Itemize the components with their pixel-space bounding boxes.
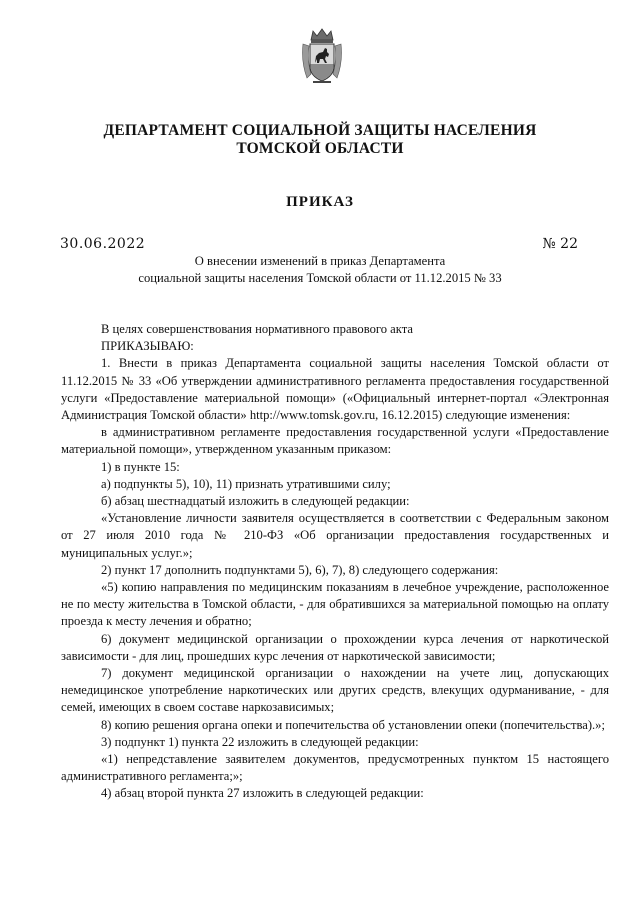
paragraph: 7) документ медицинской организации о нахождении на учете лиц, допускающих немедицинское употребление наркотических или других средств, влекущих одурманивание, - для семей, имеющих в своем составе наркозависимых; (61, 666, 609, 715)
paragraph: б) абзац шестнадцатый изложить в следующей редакции: (101, 494, 410, 509)
paragraph: в административном регламенте предоставления государственной услуги «Предоставление материальной помощи», утвержденном указанным приказом: (61, 425, 609, 457)
subject-line1: О внесении изменений в приказ Департамента (194, 254, 446, 268)
document-subject (0, 253, 640, 287)
paragraph: «1) непредставление заявителем документов, предусмотренных пунктом 15 настоящего административного регламента;»; (61, 752, 609, 784)
paragraph: 1. Внести в приказ Департамента социальной защиты населения Томской области от 11.12.2015 № 33 «Об утверждении административного регламента предоставления государственной услуги «Предоставление материальной помощи» («Официальный интернет-портал «Электронная Администрация Томской области» http://www.tomsk.gov.ru, 16.12.2015) следующие изменения: (61, 356, 609, 423)
paragraph: «Установление личности заявителя осуществляется в соответствии с Федеральным законом от 27 июля 2010 года № 210-ФЗ «Об организации предоставления государственных и муниципальных услуг.»; (61, 511, 609, 560)
paragraph: а) подпункты 5), 10), 11) признать утратившими силу; (101, 476, 391, 491)
paragraph: В целях совершенствования нормативного правового акта (101, 322, 413, 336)
tomsk-region-coat-of-arms-icon (301, 28, 343, 84)
paragraph: 8) копию решения органа опеки и попечительства об установлении опеки (попечительства).»; (101, 717, 605, 732)
paragraph: 4) абзац второй пункта 27 изложить в следующей редакции: (101, 786, 424, 801)
document-type: ПРИКАЗ (286, 194, 354, 210)
department-name-line2: ТОМСКОЙ ОБЛАСТИ (236, 140, 404, 157)
paragraph: 6) документ медицинской организации о прохождении курса лечения от наркотической зависимости - для лиц, прошедших курс лечения от наркотической зависимости; (61, 631, 609, 663)
document-number: № 22 (542, 236, 578, 252)
department-name-line1: ДЕПАРТАМЕНТ СОЦИАЛЬНОЙ ЗАЩИТЫ НАСЕЛЕНИЯ (103, 122, 537, 139)
paragraph: 3) подпункт 1) пункта 22 изложить в следующей редакции: (101, 734, 419, 749)
department-name (0, 122, 640, 158)
subject-line2: социальной защиты населения Томской области от 11.12.2015 № 33 (138, 271, 502, 285)
paragraph: 2) пункт 17 дополнить подпунктами 5), 6), 7), 8) следующего содержания: (101, 562, 499, 577)
document-date: 30.06.2022 (60, 236, 146, 252)
document-body (61, 321, 609, 803)
paragraph: «5) копию направления по медицинским показаниям в лечебное учреждение, расположенное не по месту жительства в Томской области, - для обратившихся за материальной помощью на оплату проезда к месту лечения и обратно; (61, 580, 609, 629)
paragraph: 1) в пункте 15: (101, 459, 180, 474)
paragraph: ПРИКАЗЫВАЮ: (101, 339, 194, 354)
